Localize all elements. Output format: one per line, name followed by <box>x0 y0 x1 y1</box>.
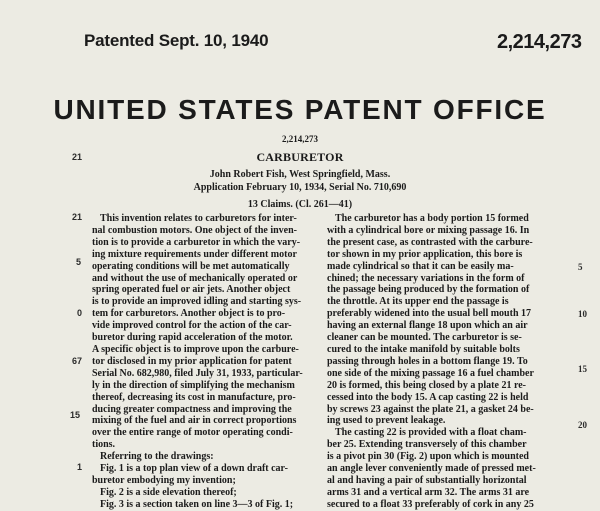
text-line: buretor during rapid acceleration of the motor. <box>92 332 293 344</box>
text-line: made cylindrical so that it can be easily ma- <box>327 260 514 272</box>
text-line: ber 25. Extending transversely of this chamber <box>327 439 527 451</box>
text-line: by screws 23 against the plate 21, a gasket 24 be- <box>327 403 534 415</box>
text-line: nal combustion motors. One object of the inven- <box>92 224 297 236</box>
line-number: 5 <box>578 262 583 272</box>
text-line: Fig. 3 is a section taken on line 3—3 of Fig. 1; <box>100 498 294 510</box>
text-line: cured to the intake manifold by suitable bolts <box>327 343 520 355</box>
left-text-column <box>92 213 350 511</box>
text-line: buretor embodying my invention; <box>92 474 236 486</box>
claims-line: 13 Claims. (Cl. 261—41) <box>247 199 353 210</box>
text-line: al and having a pair of substantially horizontal <box>327 474 527 486</box>
text-line: is a pivot pin 30 (Fig. 2) upon which is mounted <box>327 451 529 463</box>
text-line: ducing greater compactness and improving the <box>92 403 292 415</box>
margin-number: 21 <box>72 152 83 162</box>
text-line: an angle lever conveniently made of pressed met- <box>327 463 536 475</box>
text-line: The casting 22 is provided with a float cham- <box>335 427 527 439</box>
margin-number: 1 <box>77 462 83 472</box>
text-line: ing used to prevent leakage. <box>327 415 446 427</box>
text-line: over the entire range of motor operating condi- <box>92 427 293 439</box>
text-line: arms 31 and a vertical arm 32. The arms 31 are <box>327 486 530 498</box>
text-line: Referring to the drawings: <box>100 451 214 463</box>
text-line: the present case, as contrasted with the carbure- <box>327 236 533 248</box>
text-line: tor disclosed in my prior application for patent <box>92 355 292 367</box>
text-line: tions. <box>92 439 116 451</box>
line-number: 20 <box>578 420 587 430</box>
text-line: Serial No. 682,980, filed July 31, 1933, particular- <box>92 367 303 379</box>
margin-number: 5 <box>76 257 82 267</box>
margin-number: 15 <box>70 410 81 420</box>
patent-number-small: 2,214,273 <box>282 134 318 144</box>
text-line: secured to a float 33 preferably of cork in any 25 <box>327 498 534 510</box>
text-line: This invention relates to carburetors for inter- <box>100 213 297 224</box>
text-line: is to provide an improved idling and starting sys- <box>92 296 302 308</box>
text-line: the passage being produced by the formation of <box>327 284 530 296</box>
text-line: passing through holes in a bottom flange 19. To <box>327 355 528 367</box>
patented-date: Patented Sept. 10, 1940 <box>84 31 269 50</box>
patent-title: CARBURETOR <box>256 150 344 164</box>
text-line: Fig. 1 is a top plan view of a down draft car- <box>100 463 288 475</box>
inventor-line: John Robert Fish, West Springfield, Mass. <box>209 169 391 180</box>
text-line: 20 is formed, this being closed by a plate 21 re- <box>327 379 526 391</box>
text-line: one side of the mixing passage 16 a fuel chamber <box>327 367 534 379</box>
text-line: preferably widened into the usual bell mouth 17 <box>327 308 531 320</box>
margin-number: 21 <box>72 212 83 222</box>
margin-number: 67 <box>72 356 83 366</box>
text-line: operating conditions will be met automatically <box>92 260 290 272</box>
text-line: tem for carburetors. Another object is to pro- <box>92 308 286 320</box>
line-number: 15 <box>578 364 587 374</box>
text-line: ing mixture requirements under different motor <box>92 248 297 260</box>
text-line: thereof, decreasing its cost in manufacture, pro- <box>92 391 296 403</box>
application-line: Application February 10, 1934, Serial No. 710,690 <box>193 182 407 193</box>
text-line: ly in the direction of simplifying the mechanism <box>92 379 295 391</box>
text-line: mixing of the fuel and air in correct proportions <box>92 415 297 427</box>
text-line: having an external flange 18 upon which an air <box>327 320 528 332</box>
text-line: vide improved control for the action of the car- <box>92 320 292 332</box>
text-line: The carburetor has a body portion 15 formed <box>335 213 529 224</box>
right-text-column <box>327 213 567 511</box>
text-line: Fig. 2 is a side elevation thereof; <box>100 486 237 498</box>
text-line: cleaner can be mounted. The carburetor is se- <box>327 332 522 344</box>
patent-number: 2,214,273 <box>497 31 582 53</box>
text-line: chined; the necessary variations in the form of <box>327 272 525 284</box>
text-line: and without the use of mechanically operated or <box>92 272 298 284</box>
text-line: A specific object is to improve upon the carbure- <box>92 343 299 355</box>
text-line: spring operated fuel or air jets. Another object <box>92 284 291 296</box>
margin-number: 0 <box>77 308 83 318</box>
text-line: tor shown in my prior application, this bore is <box>327 248 523 260</box>
text-line: cessed into the body 15. A cap casting 22 is held <box>327 391 529 403</box>
line-number: 10 <box>578 309 587 319</box>
text-line: tion is to provide a carburetor in which the vary- <box>92 236 301 248</box>
text-line: with a cylindrical bore or mixing passage 16. In <box>327 224 530 236</box>
office-heading: UNITED STATES PATENT OFFICE <box>53 94 547 125</box>
text-line: the throttle. At its upper end the passage is <box>327 296 509 308</box>
